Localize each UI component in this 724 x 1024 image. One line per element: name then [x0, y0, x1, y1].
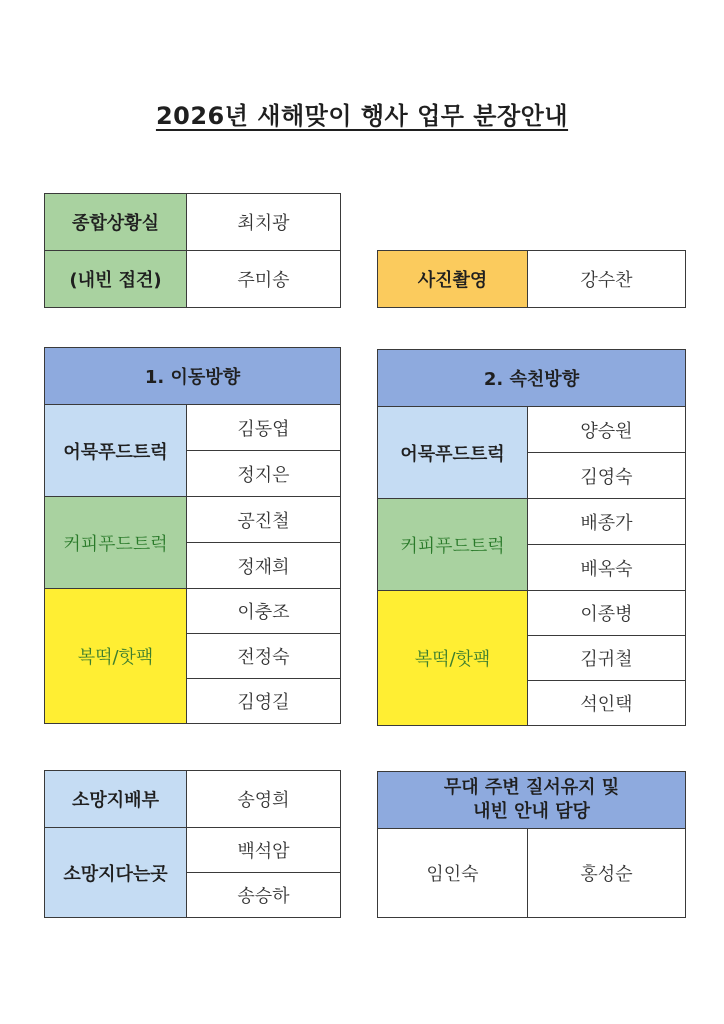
section1-rice-label: 복떡/핫팩 — [45, 589, 187, 724]
situation-room-name: 최치광 — [187, 194, 341, 251]
section1-coffee-label: 커피푸드트럭 — [45, 497, 187, 589]
section1-rice-name: 김영길 — [187, 679, 341, 724]
section2-fish-name: 양승원 — [528, 407, 686, 453]
wish-hang-name: 송승하 — [187, 873, 341, 918]
stage-header-line1: 무대 주변 질서유지 및 — [443, 776, 620, 798]
wish-hang-name: 백석암 — [187, 828, 341, 873]
section2-fish-label: 어묵푸드트럭 — [378, 407, 528, 499]
stage-header — [378, 772, 686, 829]
section2-rice-name: 이종병 — [528, 591, 686, 636]
section1-rice-name: 전정숙 — [187, 634, 341, 679]
section1-fish-label: 어묵푸드트럭 — [45, 405, 187, 497]
section2-rice-label: 복떡/핫팩 — [378, 591, 528, 726]
guest-reception-name: 주미송 — [187, 251, 341, 308]
section2-table — [377, 349, 686, 726]
photo-table — [377, 250, 686, 308]
wish-distribute-name: 송영희 — [187, 771, 341, 828]
stage-table — [377, 771, 686, 918]
section2-coffee-name: 배종가 — [528, 499, 686, 545]
wish-paper-table — [44, 770, 341, 918]
section2-header: 2. 속천방향 — [378, 350, 686, 407]
situation-room-label: 종합상황실 — [45, 194, 187, 251]
photo-name: 강수찬 — [528, 251, 686, 308]
stage-name: 홍성순 — [528, 829, 686, 918]
section1-rice-name: 이충조 — [187, 589, 341, 634]
section1-header: 1. 이동방향 — [45, 348, 341, 405]
section2-rice-name: 석인택 — [528, 681, 686, 726]
section1-coffee-name: 정재희 — [187, 543, 341, 589]
section1-coffee-name: 공진철 — [187, 497, 341, 543]
section1-table — [44, 347, 341, 724]
wish-distribute-label: 소망지배부 — [45, 771, 187, 828]
photo-label: 사진촬영 — [378, 251, 528, 308]
section2-coffee-name: 배옥숙 — [528, 545, 686, 591]
section1-fish-name: 김동엽 — [187, 405, 341, 451]
section2-rice-name: 김귀철 — [528, 636, 686, 681]
situation-room-table — [44, 193, 341, 308]
stage-name: 임인숙 — [378, 829, 528, 918]
guest-reception-label: (내빈 접견) — [45, 251, 187, 308]
stage-header-line2: 내빈 안내 담당 — [473, 801, 590, 822]
section2-fish-name: 김영숙 — [528, 453, 686, 499]
page-title: 2026년 새해맞이 행사 업무 분장안내 — [155, 102, 569, 130]
section1-fish-name: 정지은 — [187, 451, 341, 497]
wish-hang-label: 소망지다는곳 — [45, 828, 187, 918]
section2-coffee-label: 커피푸드트럭 — [378, 499, 528, 591]
